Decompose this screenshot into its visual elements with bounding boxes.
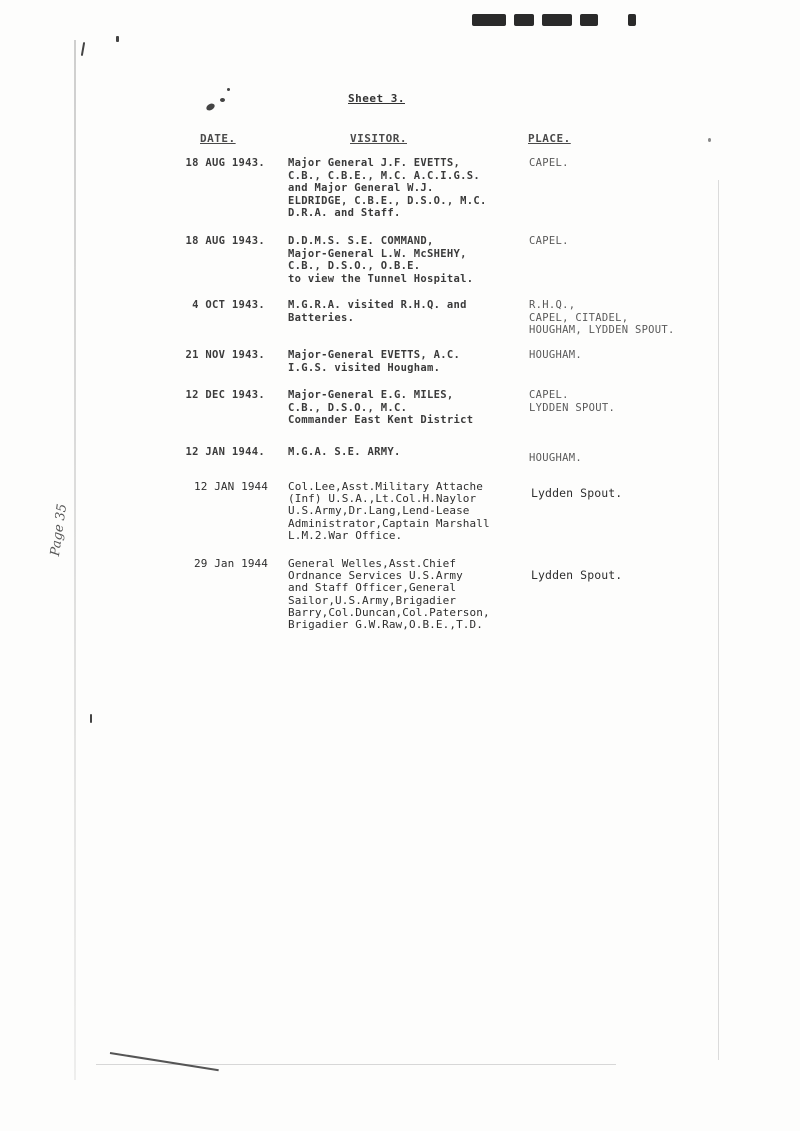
entry-visitor: M.G.A. S.E. ARMY. bbox=[288, 446, 401, 458]
ink-blot bbox=[90, 714, 92, 723]
entry-date: 18 AUG 1943. bbox=[185, 235, 265, 247]
entry-visitor: Major-General E.G. MILES, C.B., D.S.O., M.C. Commander East Kent District bbox=[288, 389, 474, 426]
entry-visitor: Col.Lee,Asst.Military Attache (Inf) U.S.A.,Lt.Col.H.Naylor U.S.Army,Dr.Lang,Lend-Lease Administrator,Captain Marshall L.M.2.War Office. bbox=[288, 480, 490, 542]
entry-visitor: M.G.R.A. visited R.H.Q. and Batteries. bbox=[288, 299, 467, 324]
entry-place: HOUGHAM. bbox=[529, 349, 582, 361]
entry-place: R.H.Q., CAPEL, CITADEL, HOUGHAM, LYDDEN SPOUT. bbox=[529, 299, 675, 336]
entry-date: 18 AUG 1943. bbox=[185, 157, 265, 169]
column-header-place: PLACE. bbox=[528, 132, 571, 145]
page-edge-line bbox=[74, 40, 76, 1080]
scan-artifact-header bbox=[468, 8, 648, 26]
entry-place: CAPEL. LYDDEN SPOUT. bbox=[529, 389, 616, 414]
ink-blot bbox=[220, 98, 225, 102]
column-header-visitor: VISITOR. bbox=[350, 132, 407, 145]
entry-place: CAPEL. bbox=[529, 157, 569, 169]
sheet-title: Sheet 3. bbox=[348, 92, 405, 105]
entry-place: CAPEL. bbox=[529, 235, 569, 247]
page-number-note: Page 35 bbox=[48, 502, 71, 558]
entry-visitor: Major-General EVETTS, A.C. I.G.S. visited Hougham. bbox=[288, 349, 461, 374]
entry-date: 12 JAN 1944 bbox=[194, 480, 268, 493]
entry-date: 4 OCT 1943. bbox=[192, 299, 265, 311]
ink-blot bbox=[708, 138, 711, 142]
entry-place: Lydden Spout. bbox=[531, 568, 623, 582]
entry-date: 12 JAN 1944. bbox=[185, 446, 265, 458]
pen-stroke-mark bbox=[110, 1052, 219, 1071]
entry-date: 12 DEC 1943. bbox=[185, 389, 265, 401]
column-header-date: DATE. bbox=[200, 132, 236, 145]
ink-blot bbox=[227, 88, 230, 91]
entry-visitor: Major General J.F. EVETTS, C.B., C.B.E., M.C. A.C.I.G.S. and Major General W.J. ELDRIDGE, C.B.E., D.S.O., M.C. D.R.A. and Staff. bbox=[288, 157, 487, 219]
ink-blot bbox=[205, 102, 216, 112]
entry-visitor: D.D.M.S. S.E. COMMAND, Major-General L.W. McSHEHY, C.B., D.S.O., O.B.E. to view the Tunnel Hospital. bbox=[288, 235, 474, 285]
ink-blot bbox=[81, 42, 85, 56]
entry-place: Lydden Spout. bbox=[531, 486, 623, 500]
entry-visitor: General Welles,Asst.Chief Ordnance Services U.S.Army and Staff Officer,General Sailor,U.S.Army,Brigadier Barry,Col.Duncan,Col.Paterson, Brigadier G.W.Raw,O.B.E.,T.D. bbox=[288, 557, 490, 632]
entry-place: HOUGHAM. bbox=[529, 452, 582, 464]
entry-date: 29 Jan 1944 bbox=[194, 557, 268, 570]
ink-blot bbox=[116, 36, 119, 42]
entry-date: 21 NOV 1943. bbox=[185, 349, 265, 361]
